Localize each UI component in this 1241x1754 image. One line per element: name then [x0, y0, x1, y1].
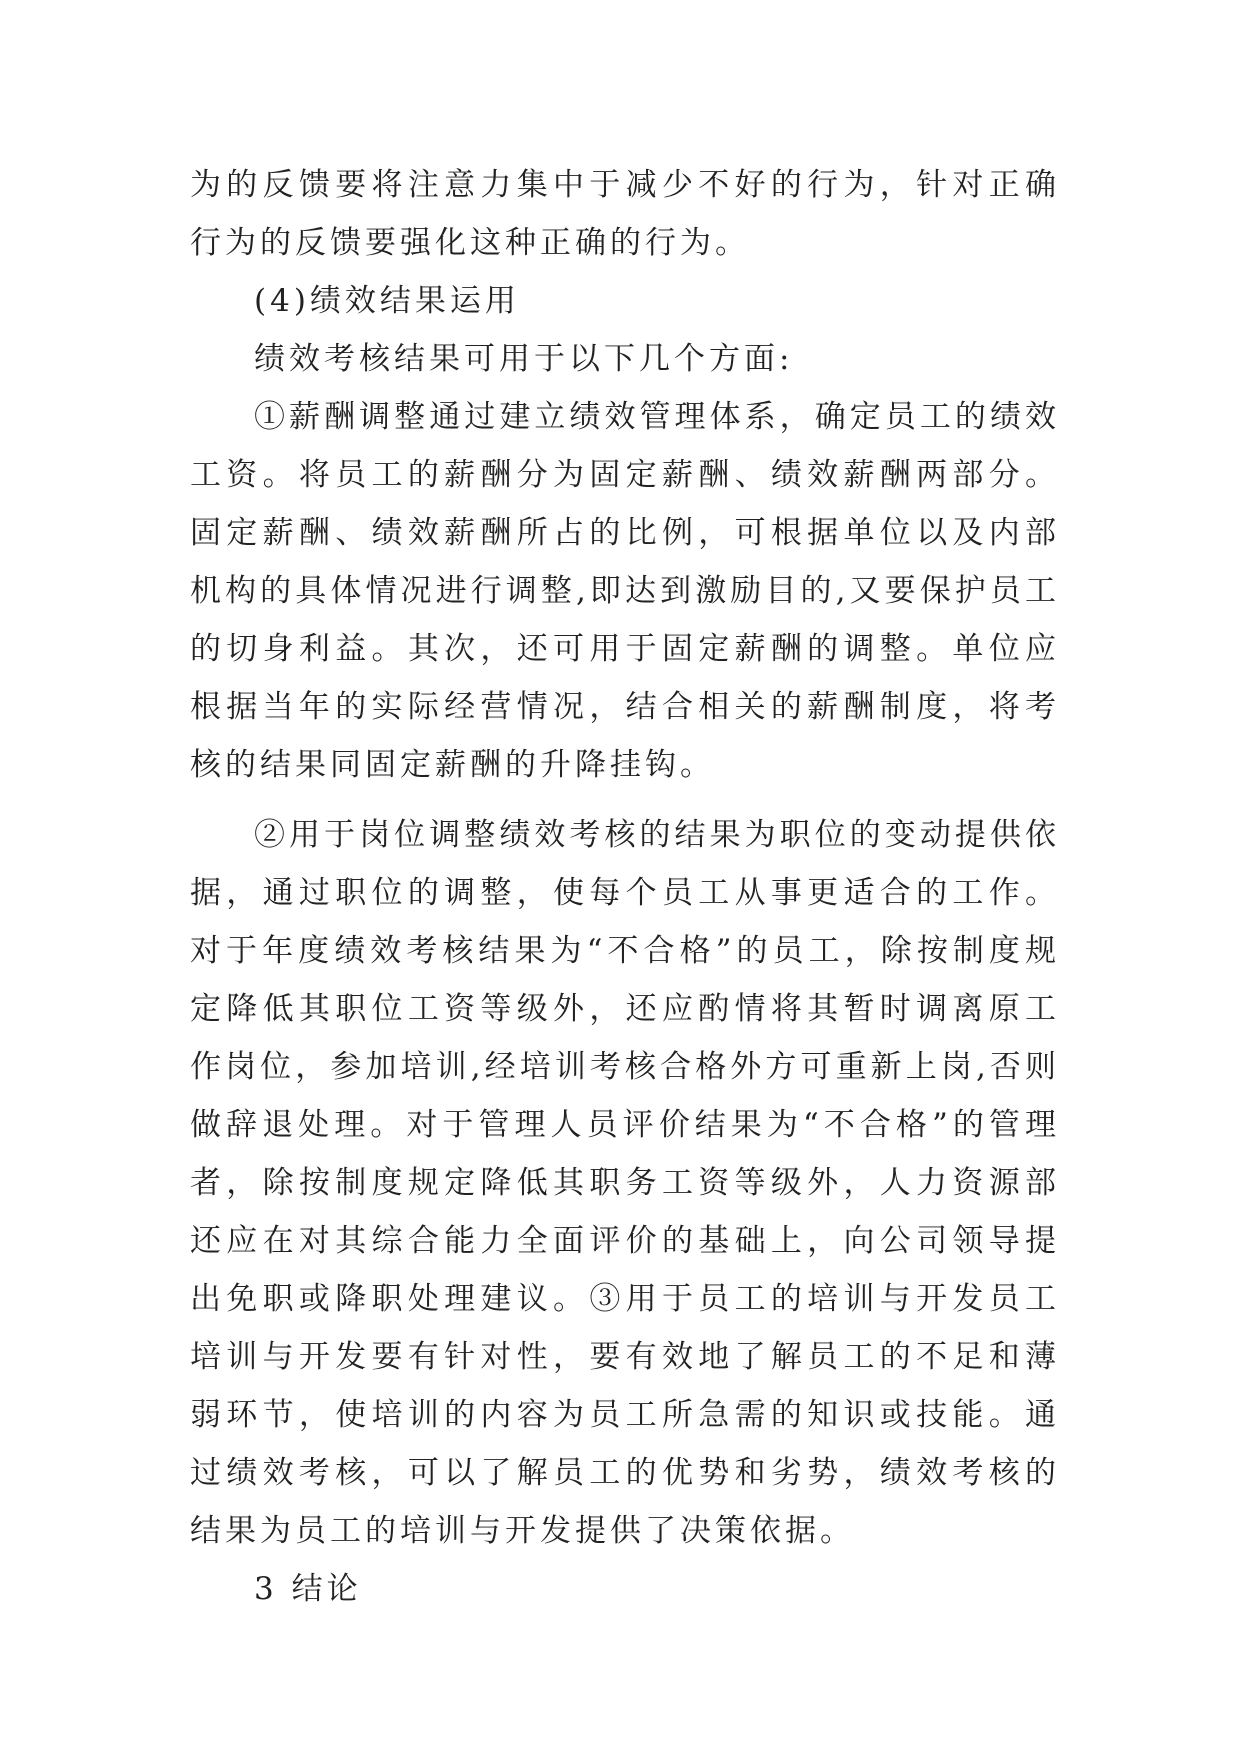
paragraph-feedback-continued: 为的反馈要将注意力集中于减少不好的行为，针对正确行为的反馈要强化这种正确的行为。	[190, 167, 1060, 261]
heading-performance-results-application: (4)绩效结果运用	[254, 283, 520, 319]
heading-conclusion: 3 结论	[254, 1571, 362, 1607]
paragraph-position-adjustment-and-training: ②用于岗位调整绩效考核的结果为职位的变动提供依据，通过职位的调整，使每个员工从事更适合的工作。对于年度绩效考核结果为“不合格”的员工，除按制度规定降低其职位工资等级外，还应酌情将其暂时调离原工作岗位，参加培训,经培训考核合格外方可重新上岗,否则做辞退处理。对于管理人员评价结果为“不合格”的管理者，除按制度规定降低其职务工资等级外，人力资源部还应在对其综合能力全面评价的基础上，向公司领导提出免职或降职处理建议。③用于员工的培训与开发员工培训与开发要有针对性，要有效地了解员工的不足和薄弱环节，使培训的内容为员工所急需的知识或技能。通过绩效考核，可以了解员工的优势和劣势，绩效考核的结果为员工的培训与开发提供了决策依据。	[190, 817, 1060, 1549]
paragraph-salary-adjustment: ①薪酬调整通过建立绩效管理体系，确定员工的绩效工资。将员工的薪酬分为固定薪酬、绩效薪酬两部分。固定薪酬、绩效薪酬所占的比例，可根据单位以及内部机构的具体情况进行调整,即达到激励目的,又要保护员工的切身利益。其次，还可用于固定薪酬的调整。单位应根据当年的实际经营情况，结合相关的薪酬制度，将考核的结果同固定薪酬的升降挂钩。	[190, 399, 1060, 783]
document-body	[190, 156, 1060, 1618]
paragraph-results-usage-intro: 绩效考核结果可用于以下几个方面:	[254, 341, 794, 377]
